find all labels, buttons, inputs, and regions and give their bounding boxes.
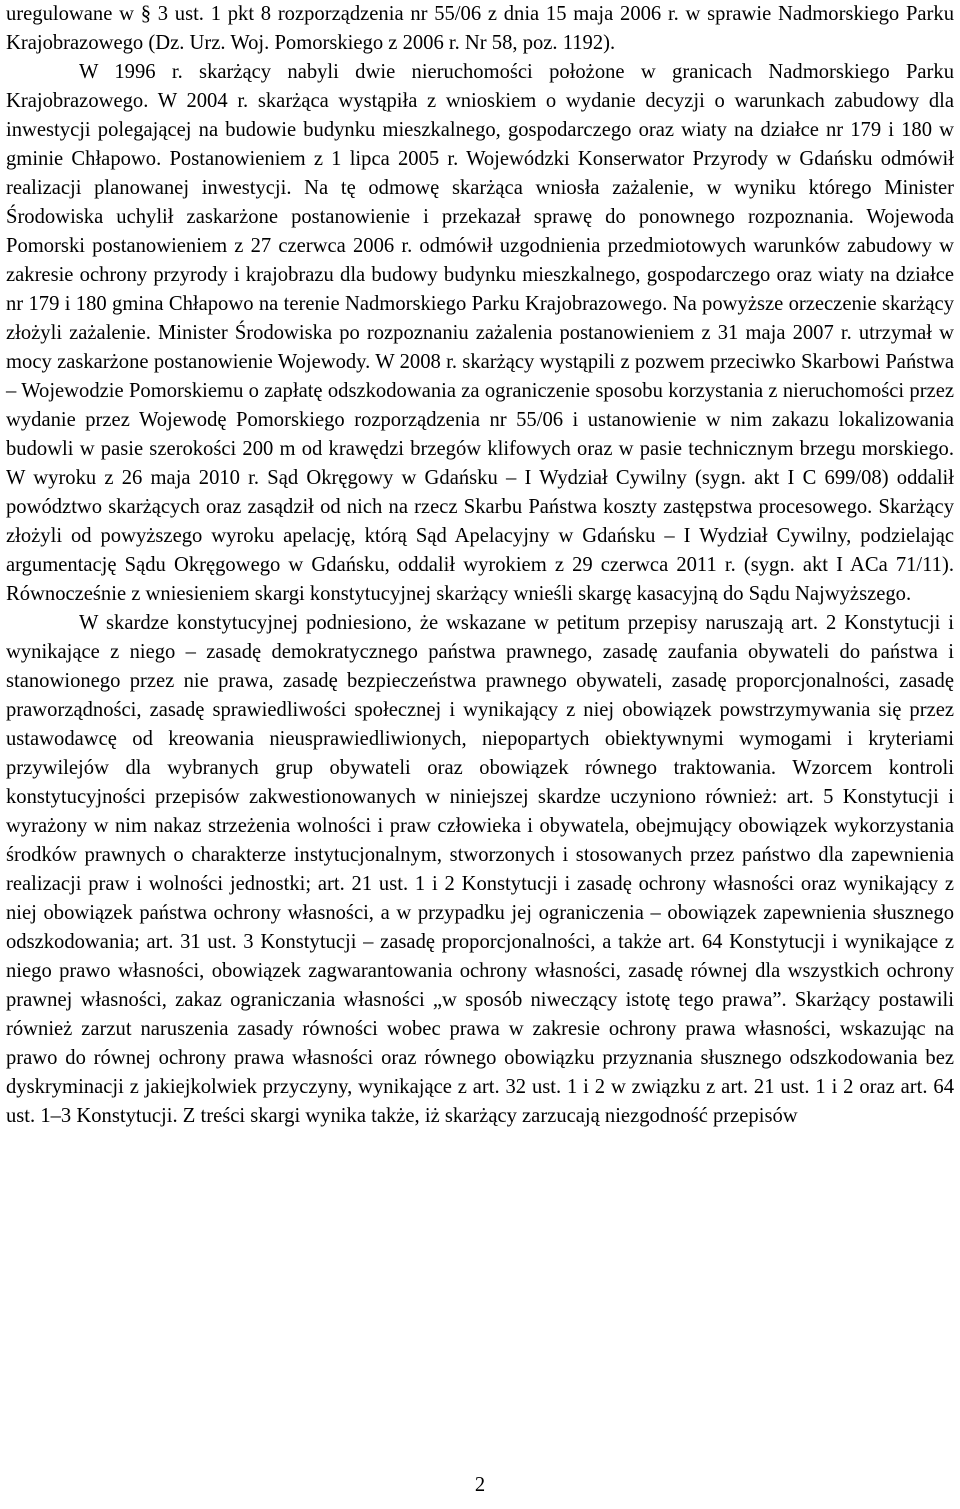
- paragraph-facts: W 1996 r. skarżący nabyli dwie nieruchomości położone w granicach Nadmorskiego Parku Krajobrazowego. W 2004 r. skarżąca wystąpiła z wnioskiem o wydanie decyzji o warunkach zabudowy dla inwestycji polegającej na budowie budynku mieszkalnego, gospodarczego oraz wiaty na działce nr 179 i 180 w gminie Chłapowo. Postanowieniem z 1 lipca 2005 r. Wojewódzki Konserwator Przyrody w Gdańsku odmówił realizacji planowanej inwestycji. Na tę odmowę skarżąca wniosła zażalenie, w wyniku którego Minister Środowiska uchylił zaskarżone postanowienie i przekazał sprawę do ponownego rozpoznania. Wojewoda Pomorski postanowieniem z 27 czerwca 2006 r. odmówił uzgodnienia przedmiotowych warunków zabudowy w zakresie ochrony przyrody i krajobrazu dla budowy budynku mieszkalnego, gospodarczego oraz wiaty na działce nr 179 i 180 gmina Chłapowo na terenie Nadmorskiego Parku Krajobrazowego. Na powyższe orzeczenie skarżący złożyli zażalenie. Minister Środowiska po rozpoznaniu zażalenia postanowieniem z 31 maja 2007 r. utrzymał w mocy zaskarżone postanowienie Wojewody. W 2008 r. skarżący wystąpili z pozwem przeciwko Skarbowi Państwa – Wojewodzie Pomorskiemu o zapłatę odszkodowania za ograniczenie sposobu korzystania z nieruchomości przez wydanie przez Wojewodę Pomorskiego rozporządzenia nr 55/06 i ustanowienie w nim zakazu lokalizowania budowli w pasie szerokości 200 m od krawędzi brzegów klifowych oraz w pasie technicznym brzegu morskiego. W wyroku z 26 maja 2010 r. Sąd Okręgowy w Gdańsku – I Wydział Cywilny (sygn. akt I C 699/08) oddalił powództwo skarżących oraz zasądził od nich na rzecz Skarbu Państwa koszty zastępstwa procesowego. Skarżący złożyli od powyższego wyroku apelację, którą Sąd Apelacyjny w Gdańsku – I Wydział Cywilny, podzielając argumentację Sądu Okręgowego w Gdańsku, oddalił wyrokiem z 29 czerwca 2011 r. (sygn. akt I ACa 71/11). Równocześnie z wniesieniem skargi konstytucyjnej skarżący wnieśli skargę kasacyjną do Sądu Najwyższego.: [6, 61, 954, 605]
- document-body: [6, 0, 954, 1131]
- paragraph-continuation: uregulowane w § 3 ust. 1 pkt 8 rozporządzenia nr 55/06 z dnia 15 maja 2006 r. w sprawie Nadmorskiego Parku Krajobrazowego (Dz. Urz. Woj. Pomorskiego z 2006 r. Nr 58, poz. 1192).: [6, 3, 954, 54]
- page-number: 2: [474, 1474, 486, 1496]
- paragraph-allegations: W skardze konstytucyjnej podniesiono, że wskazane w petitum przepisy naruszają art. 2 Konstytucji i wynikające z niego – zasadę demokratycznego państwa prawnego, zasadę zaufania obywateli do państwa i stanowionego przez nie prawa, zasadę bezpieczeństwa prawnego obywateli, zasadę proporcjonalności, zasadę praworządności, zasadę sprawiedliwości społecznej i wynikający z niej obowiązek powstrzymywania się przez ustawodawcę od kreowania nieusprawiedliwionych, niepopartych obiektywnymi wymogami i kryteriami przywilejów dla wybranych grup obywateli oraz obowiązek równego traktowania. Wzorcem kontroli konstytucyjności przepisów zakwestionowanych w niniejszej skardze uczyniono również: art. 5 Konstytucji i wyrażony w nim nakaz strzeżenia wolności i praw człowieka i obywatela, obejmujący obowiązek wykorzystania środków prawnych o charakterze instytucjonalnym, stworzonych i stosowanych przez państwo dla zapewnienia realizacji praw i wolności jednostki; art. 21 ust. 1 i 2 Konstytucji i zasadę ochrony własności oraz wynikający z niej obowiązek państwa ochrony własności, a w przypadku jej ograniczenia – obowiązek zapewnienia słusznego odszkodowania; art. 31 ust. 3 Konstytucji – zasadę proporcjonalności, a także art. 64 Konstytucji i wynikające z niego prawo własności, obowiązek zagwarantowania ochrony własności, zasadę równej dla wszystkich ochrony prawnej własności, zakaz ograniczania własności „w sposób niweczący istotę tego prawa”. Skarżący postawili również zarzut naruszenia zasady równości wobec prawa w zakresie ochrony prawa własności, wskazując na prawo do równej ochrony prawa własności oraz równego obowiązku przyznania słusznego odszkodowania bez dyskryminacji z jakiejkolwiek przyczyny, wynikające z art. 32 ust. 1 i 2 w związku z art. 21 ust. 1 i 2 oraz art. 64 ust. 1–3 Konstytucji. Z treści skargi wynika także, iż skarżący zarzucają niezgodność przepisów: [6, 612, 954, 1127]
